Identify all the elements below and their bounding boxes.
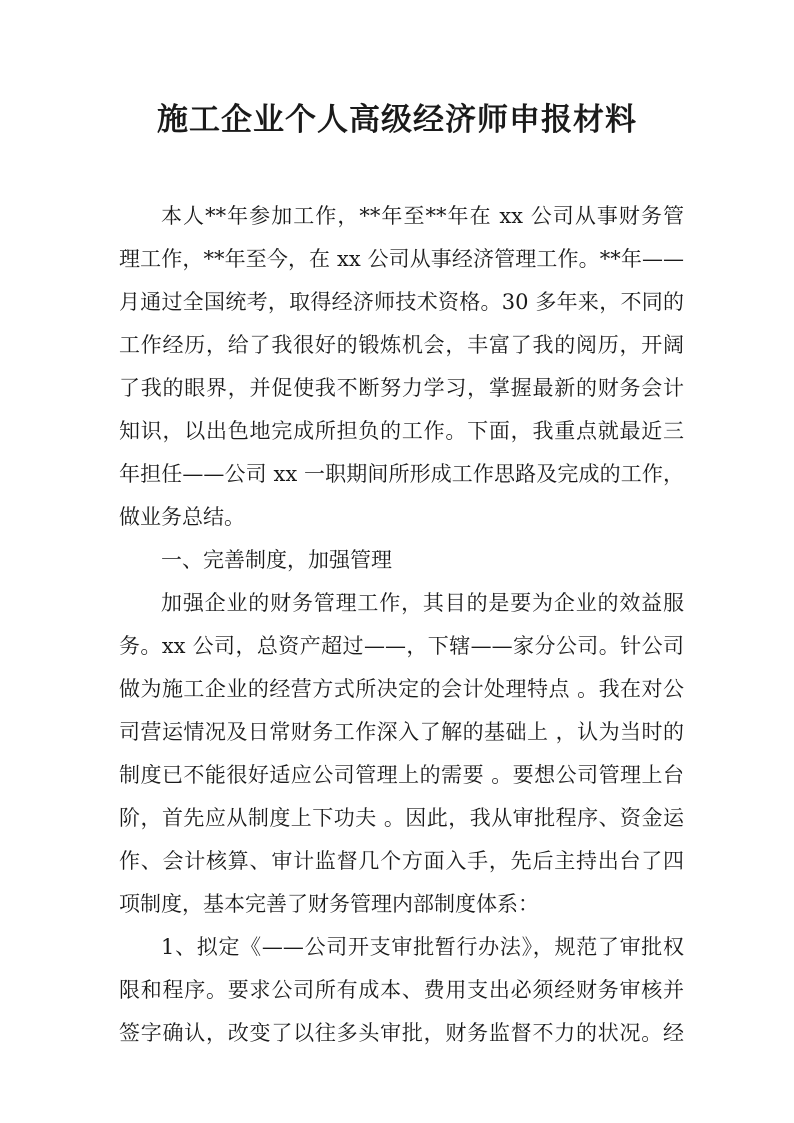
body-line: 司营运情况及日常财务工作深入了解的基础上 ，认为当时的 [119, 720, 684, 744]
body-line: 制度已不能很好适应公司管理上的需要 。要想公司管理上台 [119, 763, 684, 787]
body-line: 年担任——公司 xx 一职期间所形成工作思路及完成的工作， [119, 462, 684, 486]
body-line: 工作经历，给了我很好的锻炼机会，丰富了我的阅历，开阔 [119, 333, 684, 357]
document-title: 施工企业个人高级经济师申报材料 [157, 102, 637, 138]
body-line: 本人**年参加工作，**年至**年在 xx 公司从事财务管 [161, 204, 684, 228]
body-line: 做业务总结。 [119, 505, 245, 529]
body-line: 1、拟定《——公司开支审批暂行办法》，规范了审批权 [161, 935, 684, 959]
body-line: 阶，首先应从制度上下功夫 。因此，我从审批程序、资金运 [119, 806, 684, 830]
body-line: 月通过全国统考，取得经济师技术资格。30 多年来，不同的 [119, 290, 684, 314]
body-line: 了我的眼界，并促使我不断努力学习，掌握最新的财务会计 [119, 376, 684, 400]
body-line: 理工作，**年至今，在 xx 公司从事经济管理工作。**年—— [119, 247, 684, 271]
body-line: 加强企业的财务管理工作，其目的是要为企业的效益服 [161, 591, 684, 615]
body-line: 知识，以出色地完成所担负的工作。下面，我重点就最近三 [119, 419, 684, 443]
body-line: 项制度，基本完善了财务管理内部制度体系： [119, 892, 539, 916]
section-heading: 一、完善制度，加强管理 [161, 548, 392, 572]
body-line: 签字确认，改变了以往多头审批，财务监督不力的状况。经 [119, 1021, 684, 1045]
body-line: 作、会计核算、审计监督几个方面入手，先后主持出台了四 [119, 849, 684, 873]
body-line: 限和程序。要求公司所有成本、费用支出必须经财务审核并 [119, 978, 684, 1002]
body-line: 务。xx 公司，总资产超过——，下辖——家分公司。针公司 [119, 634, 684, 658]
body-line: 做为施工企业的经营方式所决定的会计处理特点 。我在对公 [119, 677, 684, 701]
